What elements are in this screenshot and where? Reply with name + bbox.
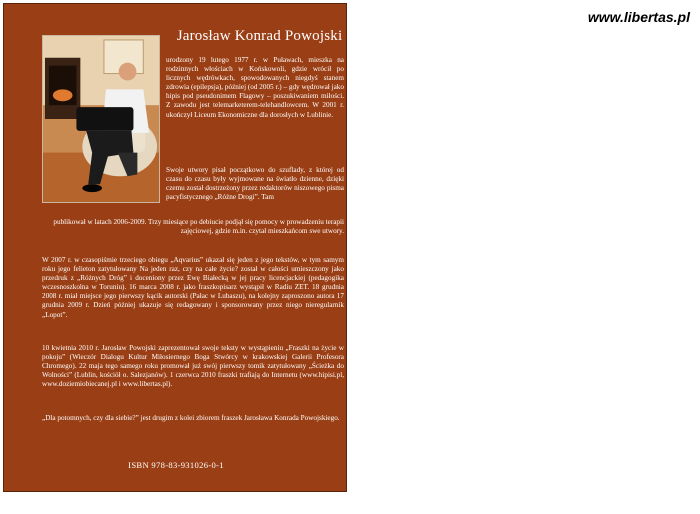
author-photo bbox=[42, 35, 160, 203]
author-photo-image bbox=[43, 36, 159, 202]
author-name: Jarosław Konrad Powojski bbox=[176, 28, 343, 44]
bio-early-writing-paragraph: Swoje utwory pisał początkowo do szuflady, z której od czasu do czasu były wyjmowane na światło dzienne, dzięki czemu został dostrzeżony przez redaktorów niszowego pisma pacyfistycznego „Różne Drogi”. Tam bbox=[166, 166, 344, 202]
isbn-number: ISBN 978-83-931026-0-1 bbox=[128, 460, 224, 470]
bio-2010-paragraph: 10 kwietnia 2010 r. Jarosław Powojski zaprezentował swoje teksty w wystąpieniu „Fraszki na życie w pokoju” (Wieczór Dialogu Kultur Miłosiernego Boga Stwórcy w krakowskiej Galerii Profesora Chromego). 22 maja tego samego roku promował już swój pierwszy tomik zatytułowany „Ścieżka do Wolności” (Lublin, kościół o. Salezjanów). 1 czerwca 2010 fraszki trafiają do Internetu (www.hipisi.pl, www.doziemiobiecanej.pl i www.libertas.pl). bbox=[42, 344, 344, 389]
bio-2007-paragraph: W 2007 r. w czasopiśmie trzeciego obiegu „Aqvarius” ukazał się jeden z jego tekstów, w tym samym roku jego felieton zatytułowany Na jeden raz, czy na całe życie? został w całości umieszczony jako przedruk z „Różnych Dróg” i doceniony przez Ewę Białecką w jej pracy licencjackiej (pedagogika wczesnoszkolna w Toruniu). 16 marca 2008 r. jako fraszkopisarz wystąpił w Radiu ZET. 18 grudnia 2008 r. miał miejsce jego pierwszy kącik autorski (Pałac w Lubaszu), na kolejny zaproszono autora 17 grudnia 2009 r. Dzień później ukazuje się redagowany i sponsorowany przez niego nieregularnik „Lopot”. bbox=[42, 256, 344, 319]
book-note-paragraph: „Dla potomnych, czy dla siebie?” jest drugim z kolei zbiorem fraszek Jarosława Konrada Powojskiego. bbox=[42, 414, 340, 422]
bio-early-writing-continuation: publikował w latach 2006-2009. Trzy miesiące po debiucie podjął się pomocy w prowadzeniu terapii zajęciowej, gdzie m.in. czytał mieszkańcom swe utwory. bbox=[53, 218, 344, 236]
site-url[interactable]: www.libertas.pl bbox=[587, 9, 690, 25]
book-back-cover bbox=[3, 3, 347, 492]
bio-intro-paragraph: urodzony 19 lutego 1977 r. w Puławach, mieszka na rodzinnych włościach w Końskowoli, gdzie wrócił po licznych wędrówkach, spowodowanych niegdyś stanem zdrowia (epilepsja), później (od 2005 r.) – gdy wędrował jako hipis pod pseudonimem Flagowy – poszukiwaniem miłości. Z zawodu jest telemarketerem-telehandlowcem. W 2001 r. ukończył Liceum Ekonomiczne dla dorosłych w Lublinie. bbox=[166, 56, 344, 119]
